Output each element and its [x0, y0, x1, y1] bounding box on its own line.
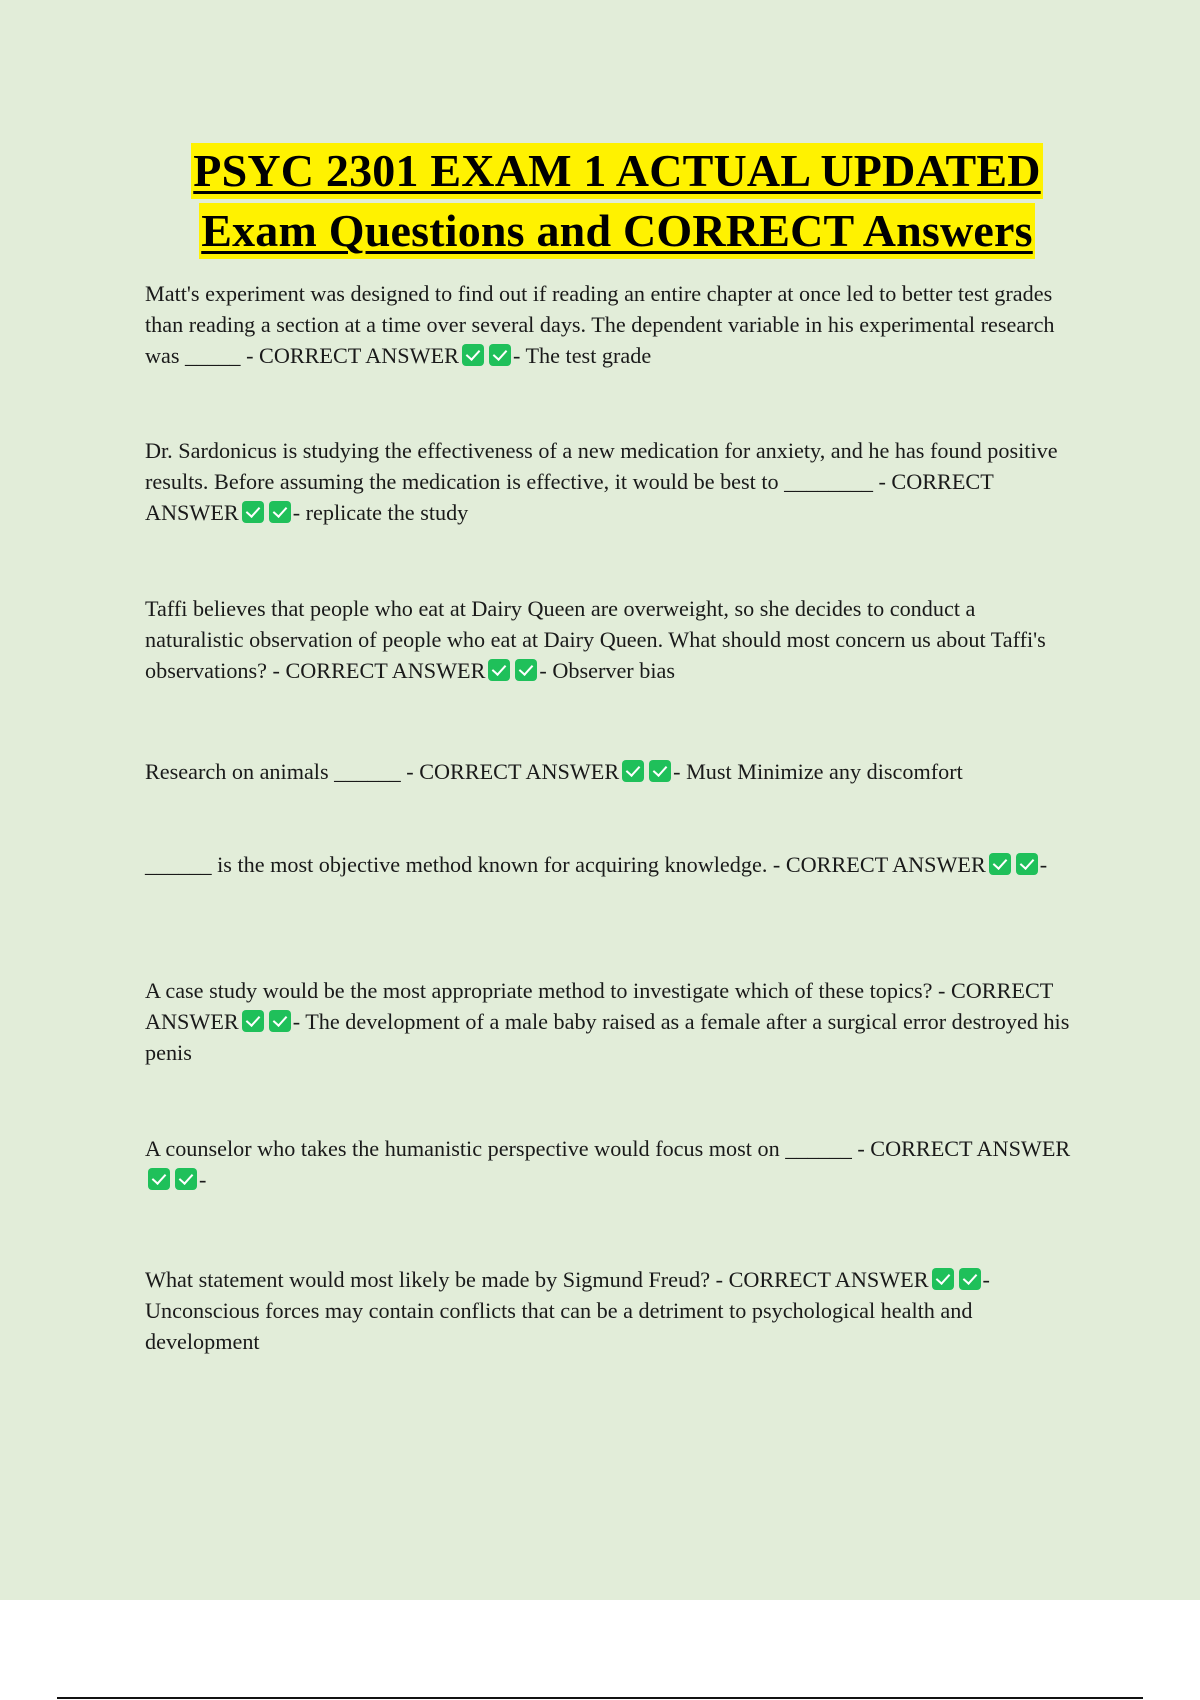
correct-answer-label: CORRECT ANSWER	[285, 658, 486, 683]
separator: -	[292, 1009, 301, 1034]
correct-answer-label: CORRECT ANSWER	[145, 469, 994, 525]
separator: -	[1039, 852, 1048, 877]
correct-answer-label: CORRECT ANSWER	[785, 852, 986, 877]
answer-text: Unconscious forces may contain conflicts that can be a detriment to psychological health and development	[145, 1298, 973, 1354]
qa-item-3	[145, 593, 1075, 686]
qa-item-4	[145, 756, 1075, 787]
answer-text: replicate the study	[305, 500, 469, 525]
check-mark-icon	[148, 1168, 170, 1190]
separator: -	[857, 1136, 865, 1161]
separator: -	[772, 852, 781, 877]
qa-item-7	[145, 1133, 1075, 1195]
separator: -	[982, 1267, 990, 1292]
title-line-2: Exam Questions and CORRECT Answers	[199, 203, 1035, 259]
question-text: ______ is the most objective method known for acquiring knowledge.	[145, 852, 768, 877]
question-text: A case study would be the most appropriate method to investigate which of these topics?	[145, 978, 933, 1003]
check-mark-icon	[649, 760, 671, 782]
separator: -	[199, 1167, 207, 1192]
separator: -	[292, 500, 301, 525]
correct-answer-label: CORRECT ANSWER	[145, 978, 1053, 1034]
document-title	[0, 143, 1200, 259]
separator: -	[246, 343, 254, 368]
answer-text: The test grade	[525, 343, 652, 368]
check-mark-icon	[989, 853, 1011, 875]
qa-item-1	[145, 278, 1075, 371]
separator: -	[938, 978, 946, 1003]
separator: -	[406, 759, 414, 784]
qa-item-6	[145, 975, 1075, 1068]
check-mark-icon	[175, 1168, 197, 1190]
question-text: What statement would most likely be made by Sigmund Freud?	[145, 1267, 711, 1292]
qa-item-2	[145, 435, 1075, 528]
separator: -	[673, 759, 681, 784]
check-mark-icon	[959, 1268, 981, 1290]
answer-text: Must Minimize any discomfort	[686, 759, 963, 784]
question-text: Matt's experiment was designed to find out if reading an entire chapter at once led to better test grades than reading a section at a time over several days. The dependent variable in his experimental research was _____	[145, 281, 1055, 368]
correct-answer-label: CORRECT ANSWER	[870, 1136, 1071, 1161]
question-text: Dr. Sardonicus is studying the effectiveness of a new medication for anxiety, and he has found positive results. Before assuming the medication is effective, it would be best to ________	[145, 438, 1058, 494]
question-text: Research on animals ______	[145, 759, 401, 784]
separator: -	[512, 343, 521, 368]
separator: -	[878, 469, 886, 494]
check-mark-icon	[242, 1010, 264, 1032]
correct-answer-label: CORRECT ANSWER	[419, 759, 620, 784]
correct-answer-label: CORRECT ANSWER	[728, 1267, 929, 1292]
check-mark-icon	[488, 659, 510, 681]
check-mark-icon	[1016, 853, 1038, 875]
check-mark-icon	[242, 501, 264, 523]
answer-text: Observer bias	[552, 658, 675, 683]
page-footer-rule	[57, 1697, 1143, 1699]
check-mark-icon	[515, 659, 537, 681]
question-text: Taffi believes that people who eat at Dairy Queen are overweight, so she decides to conduct a naturalistic observation of people who eat at Dairy Queen. What should most concern us about Taffi's observations?	[145, 596, 1046, 683]
qa-item-8	[145, 1264, 1075, 1357]
correct-answer-label: CORRECT ANSWER	[259, 343, 459, 368]
check-mark-icon	[269, 1010, 291, 1032]
separator: -	[272, 658, 280, 683]
question-text: A counselor who takes the humanistic perspective would focus most on ______	[145, 1136, 852, 1161]
answer-text: The development of a male baby raised as a female after a surgical error destroyed his penis	[145, 1009, 1070, 1065]
check-mark-icon	[932, 1268, 954, 1290]
check-mark-icon	[489, 344, 511, 366]
check-mark-icon	[269, 501, 291, 523]
title-line-1: PSYC 2301 EXAM 1 ACTUAL UPDATED	[191, 143, 1042, 199]
separator: -	[715, 1267, 724, 1292]
separator: -	[539, 658, 547, 683]
check-mark-icon	[462, 344, 484, 366]
check-mark-icon	[622, 760, 644, 782]
qa-item-5	[145, 849, 1075, 880]
